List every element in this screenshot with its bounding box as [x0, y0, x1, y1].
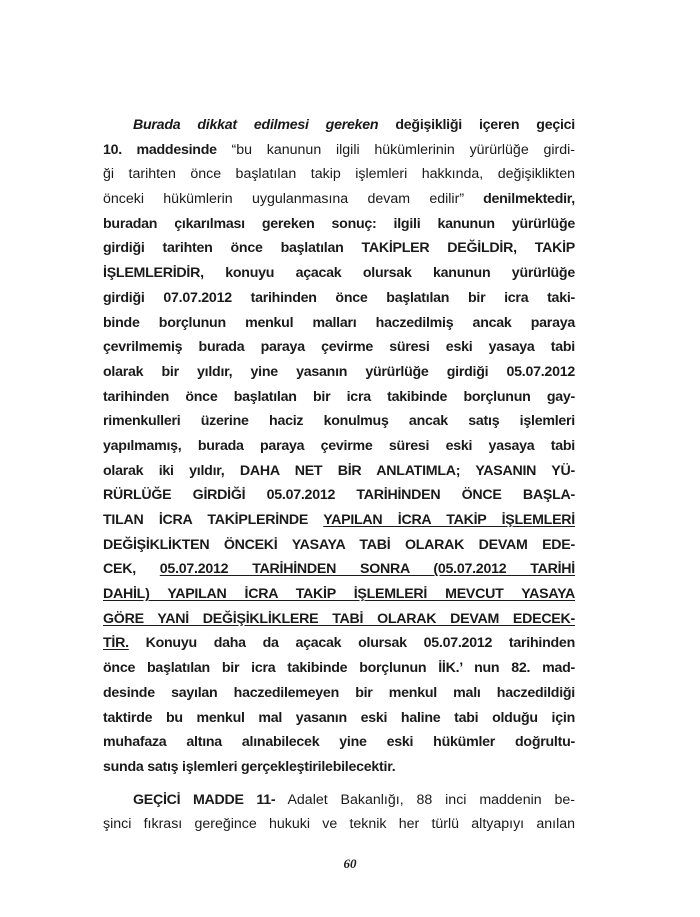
text-run: muhafaza altına alınabilecek yine eski hükümler doğrultu-: [103, 734, 575, 751]
paragraph: [103, 788, 575, 837]
text-line: [103, 812, 575, 837]
text-run: binde borçlunun menkul malları haczedilmiş ancak paraya: [103, 314, 575, 331]
text-line: [103, 557, 575, 582]
underlined-text: TİR.: [103, 635, 129, 652]
page-number: 60: [343, 856, 357, 871]
text-line: [103, 607, 575, 632]
text-line: [103, 360, 575, 385]
text-line: [103, 409, 575, 434]
text-run: önceki hükümlerin uygulanmasına devam edilir”: [103, 191, 465, 208]
text-run: sunda satış işlemleri gerçekleştirilebilecektir.: [103, 758, 396, 775]
text-line: [103, 788, 575, 813]
text-run: yapılmamış, burada paraya çevirme süresi eski yasaya tabi: [103, 437, 575, 454]
text-run: olarak iki yıldır, DAHA NET BİR ANLATIMLA; YASANIN YÜ-: [103, 462, 575, 479]
text-line: [103, 483, 575, 508]
text-line: [103, 236, 575, 261]
text-run: değişikliği içeren geçici: [378, 117, 575, 133]
text-run: önce başlatılan bir icra takibinde borçlunun İİK.’ nun 82. mad-: [103, 660, 575, 677]
underlined-text: 05.07.2012 TARİHİNDEN SONRA (05.07.2012 TARİHİ: [159, 561, 575, 578]
text-run: RÜRLÜĞE GİRDİĞİ 05.07.2012 TARİHİNDEN ÖNCE BAŞLA-: [103, 487, 575, 504]
text-run: Konuyu daha da açacak olursak 05.07.2012 tarihinden: [128, 635, 575, 652]
text-line: [103, 212, 575, 237]
text-run: “bu kanunun ilgili hükümlerinin yürürlüğe girdi-: [216, 141, 575, 158]
underlined-text: GÖRE YANİ DEĞİŞİKLİKLERE TABİ OLARAK DEVAM EDECEK-: [103, 610, 575, 627]
text-line: [103, 533, 575, 558]
text-run: şinci fıkrası gereğince hukuki ve teknik her türlü altyapıyı anılan: [103, 816, 575, 833]
text-line: [103, 755, 575, 780]
text-run: çevrilmemiş burada paraya çevirme süresi eski yasaya tabi: [103, 339, 575, 356]
text-line: [103, 138, 575, 163]
text-line: [103, 187, 575, 212]
text-run: taktirde bu menkul mal yasanın eski haline tabi olduğu için: [103, 709, 575, 726]
text-line: [103, 582, 575, 607]
text-line: [103, 706, 575, 731]
text-run: GEÇİCİ MADDE 11-: [133, 791, 276, 808]
text-run: rimenkulleri üzerine haciz konulmuş ancak satış işlemleri: [103, 413, 575, 430]
paragraph: [103, 113, 575, 780]
text-run: olarak bir yıldır, yine yasanın yürürlüğe girdiği 05.07.2012: [103, 363, 575, 380]
text-line: [103, 656, 575, 681]
text-run: İŞLEMLERİDİR, konuyu açacak olursak kanunun yürürlüğe: [103, 265, 575, 282]
text-line: [103, 335, 575, 360]
text-line: [103, 113, 575, 138]
text-run: denilmektedir,: [464, 191, 575, 208]
text-run: buradan çıkarılması gereken sonuç: ilgili kanunun yürürlüğe: [103, 215, 575, 232]
body-text: [103, 113, 575, 837]
text-run: TILAN İCRA TAKİPLERİNDE: [103, 512, 324, 528]
text-line: [103, 434, 575, 459]
text-line: [103, 631, 575, 656]
text-line: [103, 681, 575, 706]
text-run: girdiği tarihten önce başlatılan TAKİPLER DEĞİLDİR, TAKİP: [103, 240, 575, 257]
underlined-text: DAHİL) YAPILAN İCRA TAKİP İŞLEMLERİ MEVCUT YASAYA: [103, 586, 575, 603]
text-run: Adalet Bakanlığı, 88 inci maddenin be-: [275, 791, 576, 808]
text-run: tarihinden önce başlatılan bir icra takibinde borçlunun gay-: [103, 388, 575, 405]
text-line: [103, 385, 575, 410]
text-run: DEĞİŞİKLİKTEN ÖNCEKİ YASAYA TABİ OLARAK DEVAM EDE-: [103, 536, 575, 553]
text-line: [103, 311, 575, 336]
underlined-text: YAPILAN İCRA TAKİP İŞLEMLERİ: [323, 512, 575, 528]
text-run: ği tarihten önce başlatılan takip işlemleri hakkında, değişiklikten: [103, 166, 575, 183]
text-run: 10. maddesinde: [103, 141, 217, 158]
emphasis-text: Burada dikkat edilmesi gereken: [133, 117, 379, 133]
text-line: [103, 730, 575, 755]
text-line: [103, 286, 575, 311]
text-line: [103, 261, 575, 286]
text-line: [103, 508, 575, 533]
text-run: desinde sayılan haczedilemeyen bir menkul malı haczedildiği: [103, 684, 575, 701]
text-run: girdiği 07.07.2012 tarihinden önce başlatılan bir icra taki-: [103, 289, 575, 306]
text-line: [103, 162, 575, 187]
text-line: [103, 459, 575, 484]
text-run: CEK,: [103, 561, 160, 578]
